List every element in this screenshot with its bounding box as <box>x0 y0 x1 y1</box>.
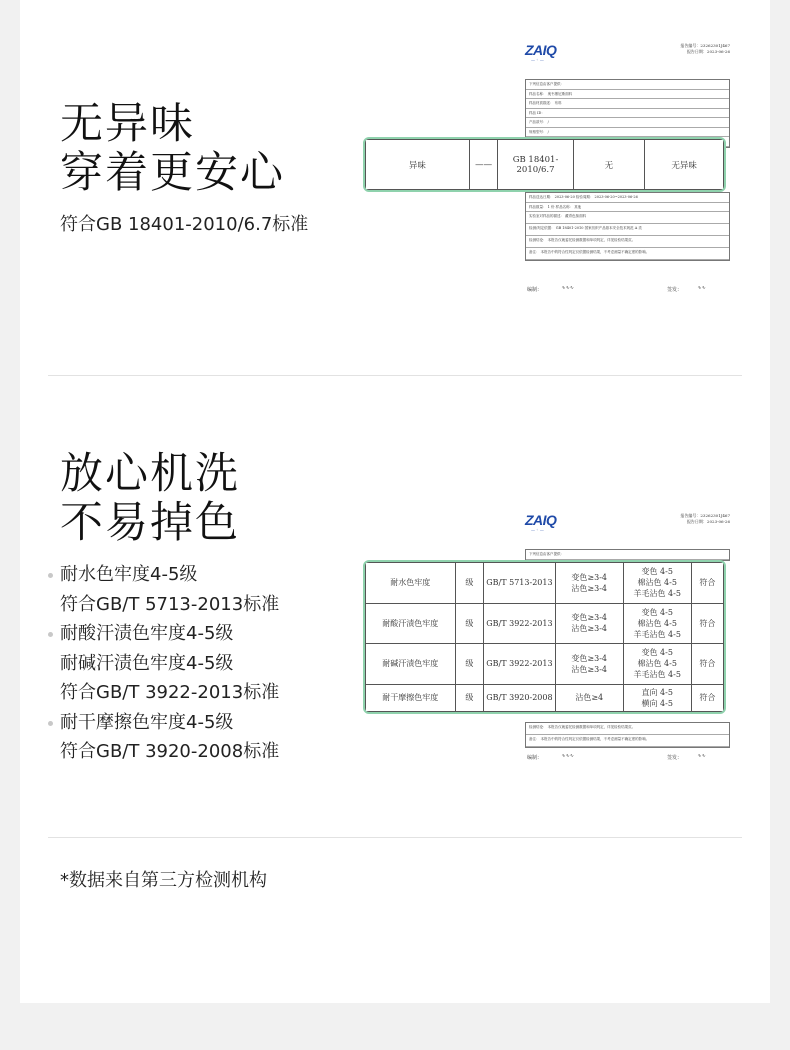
cf-verdict: 符合 <box>691 684 723 711</box>
report-row: 实验室对样品的描述： 藏青色抹面料 <box>526 212 729 224</box>
cf-method: GB/T 5713-2013 <box>484 563 556 604</box>
report-row: 检测结论： 本报告仅就委托检测数据和单项判定，详见检验结果页。 <box>526 236 729 248</box>
cf-result: 变色 4-5 棉沾色 4-5 羊毛沾色 4-5 <box>623 603 691 644</box>
cf-method: GB/T 3922-2013 <box>484 644 556 685</box>
odor-result-highlight <box>363 137 726 192</box>
cf-verdict: 符合 <box>691 644 723 685</box>
approver-label: 签发： <box>667 755 683 761</box>
cf-unit: 级 <box>455 603 484 644</box>
cf-result: 变色 4-5 棉沾色 4-5 羊毛沾色 4-5 <box>623 563 691 604</box>
cf-requirement: 变色≥3-4 沾色≥3-4 <box>555 563 623 604</box>
table-row <box>366 684 724 711</box>
report-number: 报告编号：23262301J467 <box>680 43 730 48</box>
report-row: 样品材质描述： 布料 <box>526 99 729 109</box>
colorfastness-list <box>48 560 279 767</box>
odor-title-line2: 穿着更安心 <box>60 148 285 198</box>
report-row: 样品送达日期： 2023-06-20 检验周期： 2023-06-20~2023-06-26 <box>526 193 729 203</box>
cf-unit: 级 <box>455 563 484 604</box>
zaiq-logo-mark: — ◦ — <box>531 527 544 532</box>
list-item: 符合GB/T 5713-2013标准 <box>60 593 280 615</box>
list-item: 耐水色牢度4-5级 <box>48 560 279 590</box>
table-row <box>366 644 724 685</box>
section-divider <box>48 837 742 838</box>
odor-result: 无 <box>573 140 645 190</box>
bullet-dot <box>48 573 53 578</box>
inspector-signature: ∿∿∿ <box>561 753 574 759</box>
bullet-dot <box>48 632 53 637</box>
cf-verdict: 符合 <box>691 603 723 644</box>
cf-requirement: 沾色≥4 <box>555 684 623 711</box>
report-row: 备注： 本报告中的符合性判定仅依据检测结果，不考虑测量不确定度的影响。 <box>526 735 729 747</box>
cf-method: GB/T 3922-2013 <box>484 603 556 644</box>
report-row: 检测/判定依据： GB 18401-2010 国家纺织产品基本安全技术规范 A 类 <box>526 224 729 236</box>
wash-title-line1: 放心机洗 <box>60 449 240 499</box>
inspector-label: 编制： <box>527 755 543 761</box>
approver-label: 签发： <box>667 287 683 293</box>
cf-item: 耐干摩擦色牢度 <box>366 684 456 711</box>
table-row <box>366 563 724 604</box>
colorfastness-result-highlight <box>363 560 726 714</box>
odor-requirement: 无异味 <box>645 140 724 190</box>
colorfastness-result-table <box>365 562 724 712</box>
cf-unit: 级 <box>455 684 484 711</box>
report-lower-grid <box>525 192 730 261</box>
cf-item: 耐碱汗渍色牢度 <box>366 644 456 685</box>
cf-verdict: 符合 <box>691 563 723 604</box>
report-number-block <box>680 513 730 525</box>
report-row: 备注： 本报告中的符合性判定仅依据检测结果，不考虑测量不确定度的影响。 <box>526 248 729 260</box>
inspector-label: 编制： <box>527 287 543 293</box>
report-upper-grid <box>525 549 730 561</box>
cf-result: 变色 4-5 棉沾色 4-5 羊毛沾色 4-5 <box>623 644 691 685</box>
report-row: 下列信息由客户提供： <box>526 80 729 90</box>
report-date: 报告日期：2023-06-26 <box>686 49 730 54</box>
odor-item: 异味 <box>366 140 470 190</box>
list-item: 耐碱汗渍色牢度4-5级 <box>60 652 234 674</box>
list-item: 符合GB/T 3922-2013标准 <box>60 682 280 703</box>
report-row: 样品名称： 奥韦墨尼斯面料 <box>526 90 729 100</box>
table-row <box>366 603 724 644</box>
cf-requirement: 变色≥3-4 沾色≥3-4 <box>555 644 623 685</box>
list-item: 符合GB/T 3920-2008标准 <box>60 741 280 762</box>
wash-title-line2: 不易掉色 <box>60 498 240 548</box>
report-number: 报告编号：23262301J467 <box>680 513 730 518</box>
approver-signature: ∿∿ <box>697 753 706 759</box>
odor-result-table <box>365 139 724 190</box>
odor-method: GB 18401-2010/6.7 <box>498 140 573 190</box>
zaiq-logo: ZAIQ <box>525 512 557 528</box>
cf-item: 耐水色牢度 <box>366 563 456 604</box>
zaiq-logo-mark: — ◦ — <box>531 57 544 62</box>
report-row: 产品款号： / <box>526 118 729 128</box>
cf-unit: 级 <box>455 644 484 685</box>
cf-result: 直向 4-5 横向 4-5 <box>623 684 691 711</box>
inspector-signature: ∿∿∿ <box>561 285 574 291</box>
report-row: 下列信息由客户提供： <box>526 550 729 560</box>
table-row <box>366 140 724 190</box>
report-row: 检测结论： 本报告仅就委托检测数据和单项判定，详见检验结果页。 <box>526 723 729 735</box>
report-date: 报告日期：2023-06-26 <box>686 519 730 524</box>
report-row: 规格型号： / <box>526 128 729 138</box>
section-divider <box>48 375 742 376</box>
cf-requirement: 变色≥3-4 沾色≥3-4 <box>555 603 623 644</box>
bullet-dot <box>48 721 53 726</box>
report-number-block <box>680 43 730 55</box>
report-row: 样品数量： 1 份 样品名称： 其他 <box>526 203 729 213</box>
report-row: 样品 ID： <box>526 109 729 119</box>
approver-signature: ∿∿ <box>697 285 706 291</box>
list-item: 耐干摩擦色牢度4-5级 <box>48 708 279 738</box>
data-source-footnote: *数据来自第三方检测机构 <box>60 870 267 891</box>
list-item: 耐酸汗渍色牢度4-5级 <box>48 619 279 649</box>
cf-item: 耐酸汗渍色牢度 <box>366 603 456 644</box>
odor-standard-text: 符合GB 18401-2010/6.7标准 <box>60 214 309 235</box>
zaiq-logo: ZAIQ <box>525 42 557 58</box>
cf-method: GB/T 3920-2008 <box>484 684 556 711</box>
odor-title-line1: 无异味 <box>60 99 195 149</box>
report-lower-grid <box>525 722 730 748</box>
content-card <box>20 0 770 1003</box>
odor-unit: —— <box>469 140 498 190</box>
